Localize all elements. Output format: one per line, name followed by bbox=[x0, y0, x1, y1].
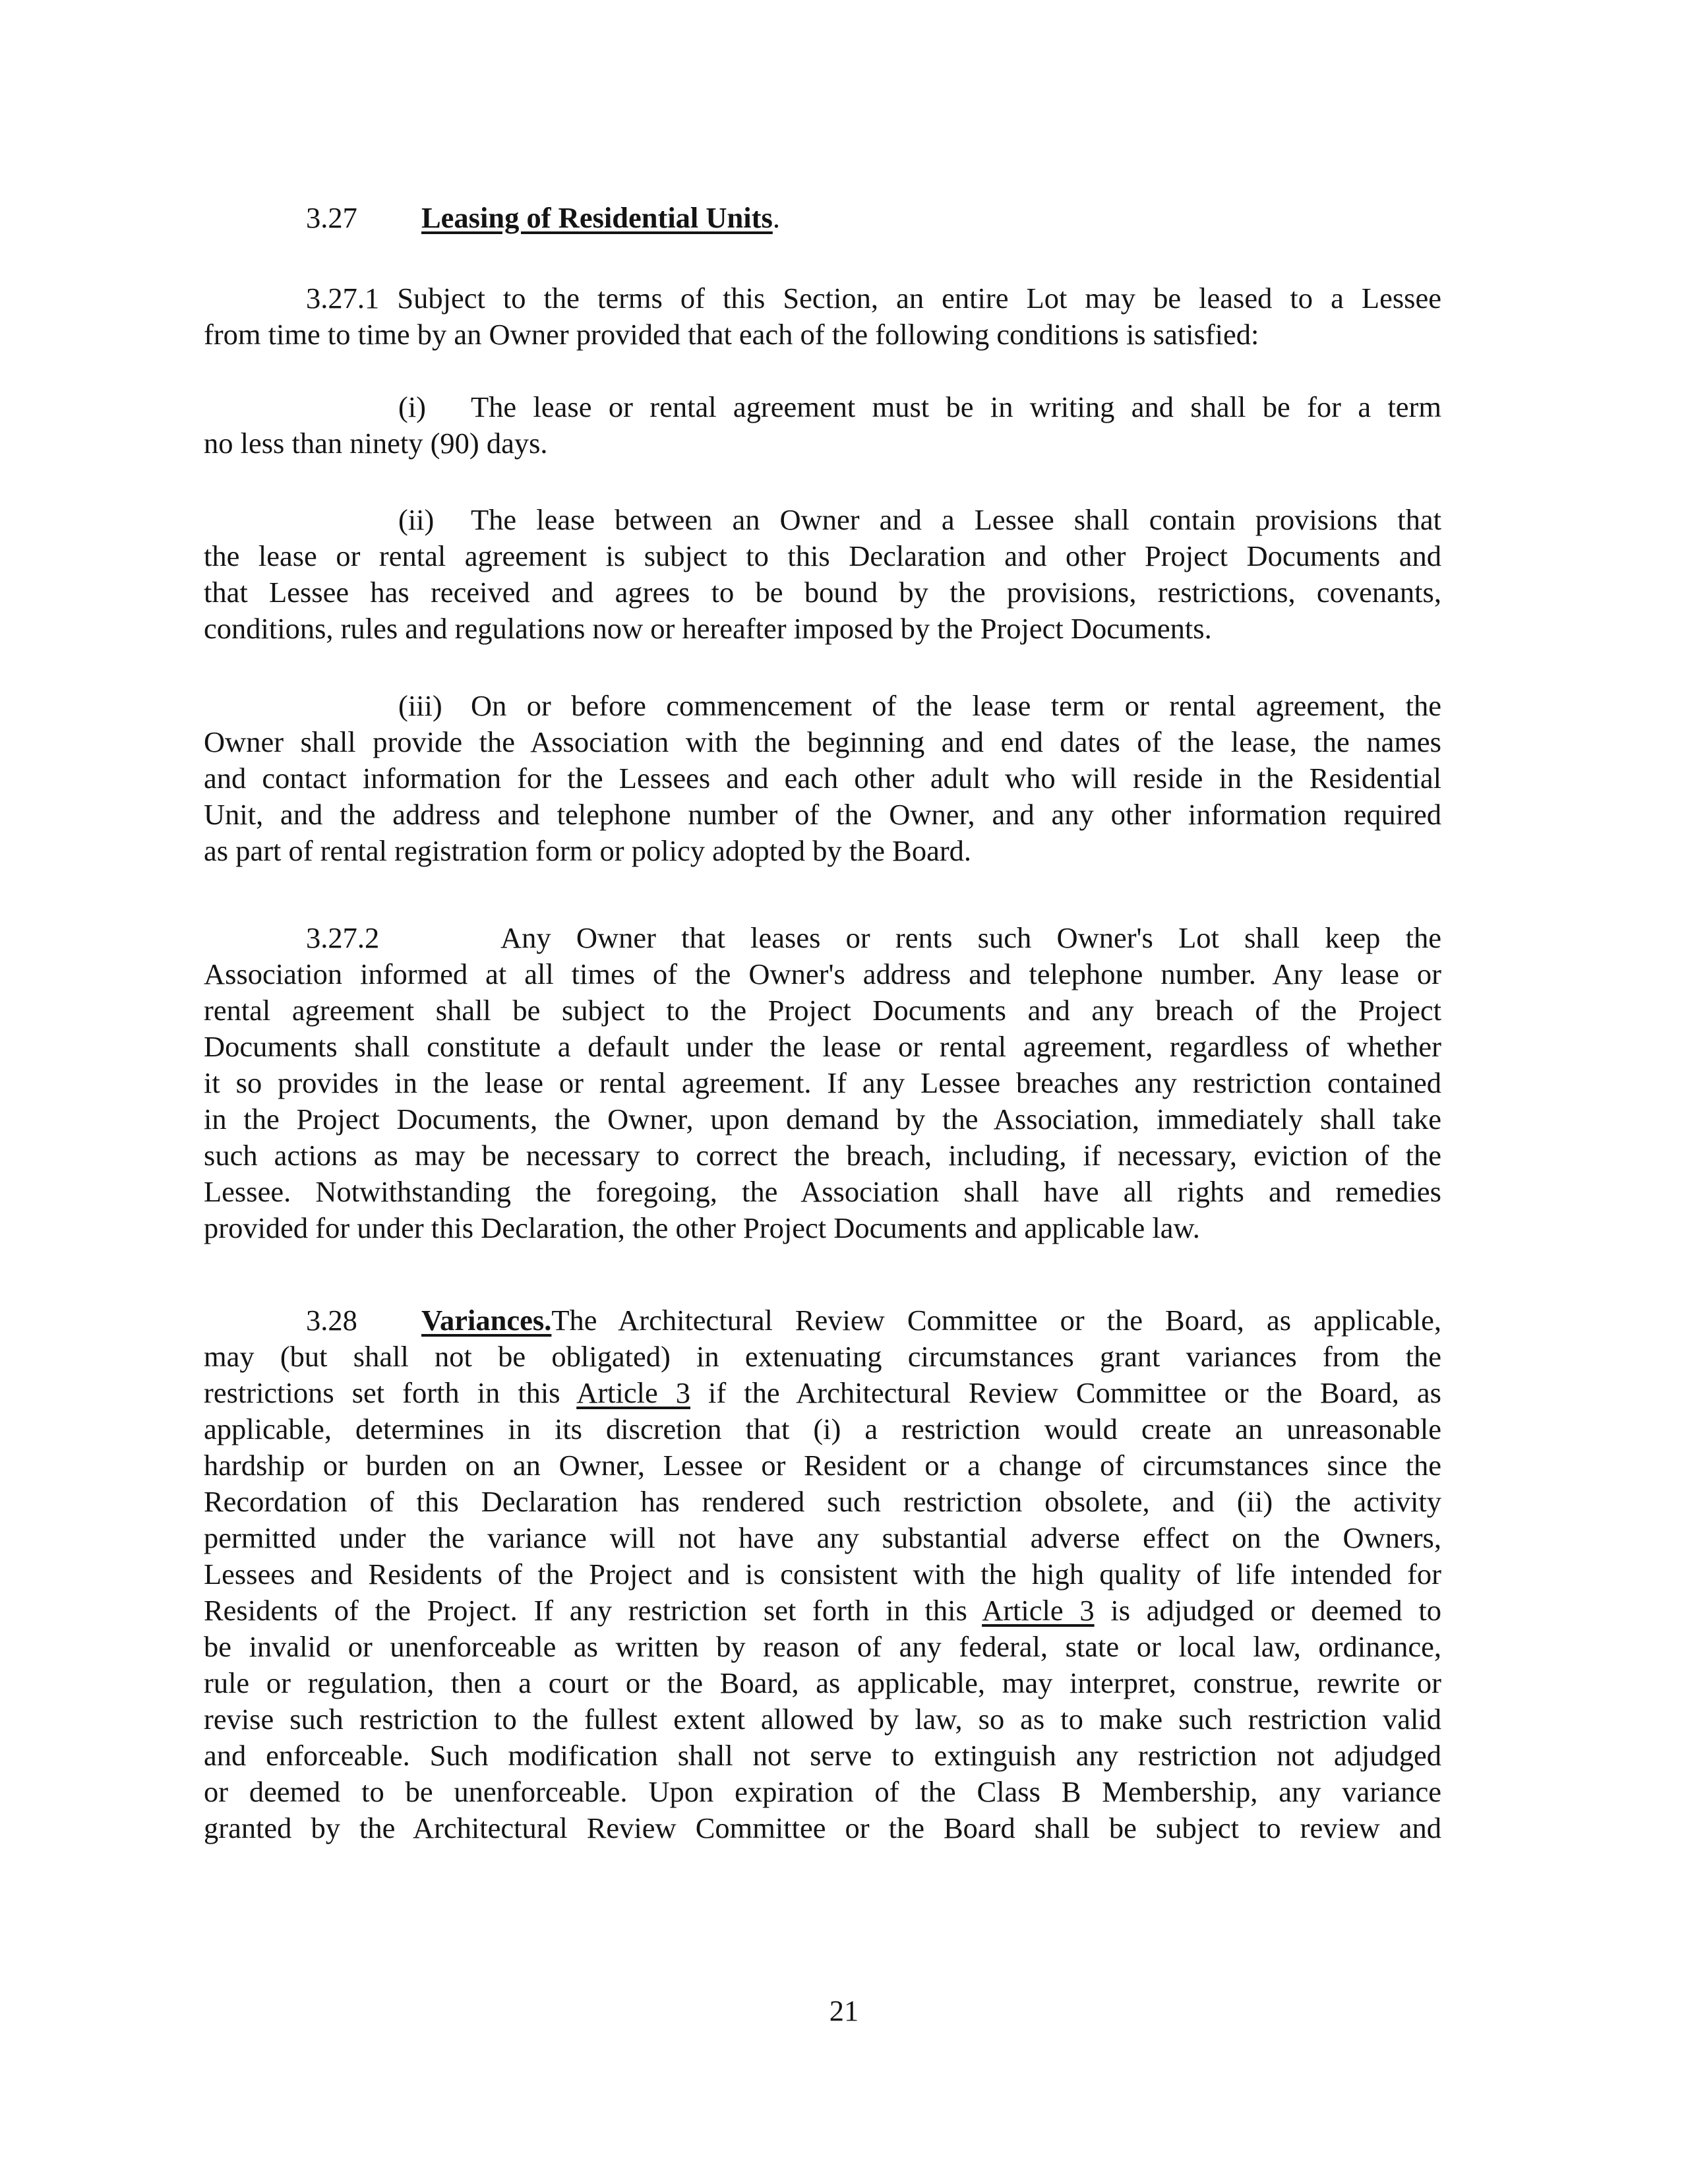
section-title-period: . bbox=[772, 201, 780, 234]
paragraph-text: Residents of the Project. If any restriction set forth in this bbox=[204, 1594, 967, 1627]
section-3-27-heading bbox=[306, 200, 780, 236]
paragraph-line: revise such restriction to the fullest extent allowed by law, so as to make such restriction valid bbox=[204, 1703, 1441, 1736]
paragraph-line: Documents shall constitute a default under the lease or rental agreement, regardless of whether bbox=[204, 1030, 1441, 1063]
section-number: 3.27 bbox=[306, 201, 357, 234]
paragraph-line: rental agreement shall be subject to the Project Documents and any breach of the Project bbox=[204, 994, 1441, 1027]
paragraph-line: or deemed to be unenforceable. Upon expiration of the Class B Membership, any variance bbox=[204, 1775, 1441, 1808]
paragraph-text: if the Architectural Review Committee or the Board, as bbox=[708, 1376, 1441, 1409]
paragraph-line: and enforceable. Such modification shall not serve to extinguish any restriction not adjudged bbox=[204, 1739, 1441, 1772]
paragraph-line: Recordation of this Declaration has rendered such restriction obsolete, and (ii) the activity bbox=[204, 1485, 1441, 1518]
article-reference: Article 3 bbox=[982, 1594, 1095, 1627]
paragraph-line: be invalid or unenforceable as written by reason of any federal, state or local law, ordinance, bbox=[204, 1630, 1441, 1663]
section-title: Variances. bbox=[421, 1304, 552, 1337]
paragraph-line: it so provides in the lease or rental agreement. If any Lessee breaches any restriction contained bbox=[204, 1066, 1441, 1099]
subsection-number: 3.27.2 bbox=[306, 921, 380, 954]
list-item-number: (i) bbox=[398, 390, 427, 423]
paragraph-line: such actions as may be necessary to correct the breach, including, if necessary, eviction of the bbox=[204, 1139, 1441, 1172]
article-reference: Article 3 bbox=[576, 1376, 690, 1409]
paragraph-line: the lease or rental agreement is subject to this Declaration and other Project Documents and bbox=[204, 539, 1441, 572]
list-item-number: (iii) bbox=[398, 689, 442, 722]
paragraph-3-27-1 bbox=[204, 280, 1441, 353]
list-item-ii bbox=[204, 502, 1441, 647]
paragraph-line: that Lessee has received and agrees to be bound by the provisions, restrictions, covenants, bbox=[204, 576, 1441, 609]
paragraph-line: rule or regulation, then a court or the Board, as applicable, may interpret, construe, rewrite or bbox=[204, 1666, 1441, 1699]
paragraph-line: from time to time by an Owner provided that each of the following conditions is satisfied: bbox=[204, 318, 1259, 351]
paragraph-line: no less than ninety (90) days. bbox=[204, 427, 548, 460]
paragraph-line: and contact information for the Lessees and each other adult who will reside in the Residential bbox=[204, 762, 1441, 795]
paragraph-line bbox=[204, 1302, 1441, 1339]
paragraph-line bbox=[204, 920, 1441, 956]
page-number: 21 bbox=[829, 1994, 859, 2027]
paragraph-line: provided for under this Declaration, the other Project Documents and applicable law. bbox=[204, 1211, 1200, 1244]
paragraph-line bbox=[204, 1592, 1441, 1629]
paragraph-line: hardship or burden on an Owner, Lessee or Resident or a change of circumstances since the bbox=[204, 1449, 1441, 1482]
section-3-28 bbox=[204, 1302, 1441, 1846]
list-item-iii bbox=[204, 688, 1441, 869]
paragraph-line: Unit, and the address and telephone number of the Owner, and any other information required bbox=[204, 798, 1441, 831]
paragraph-line: in the Project Documents, the Owner, upon demand by the Association, immediately shall take bbox=[204, 1103, 1441, 1136]
paragraph-text: On or before commencement of the lease term or rental agreement, the bbox=[471, 689, 1441, 722]
paragraph-text: The lease or rental agreement must be in writing and shall be for a term bbox=[471, 390, 1441, 423]
paragraph-line: conditions, rules and regulations now or hereafter imposed by the Project Documents. bbox=[204, 612, 1212, 645]
paragraph-text: is adjudged or deemed to bbox=[1110, 1594, 1441, 1627]
paragraph-line: may (but shall not be obligated) in extenuating circumstances grant variances from the bbox=[204, 1340, 1441, 1373]
paragraph-line bbox=[204, 280, 1441, 317]
paragraph-line: Association informed at all times of the Owner's address and telephone number. Any lease or bbox=[204, 957, 1441, 990]
list-item-number: (ii) bbox=[398, 503, 435, 536]
paragraph-text: The lease between an Owner and a Lessee shall contain provisions that bbox=[471, 503, 1441, 536]
paragraph-line: Lessee. Notwithstanding the foregoing, the Association shall have all rights and remedies bbox=[204, 1175, 1441, 1208]
paragraph-line bbox=[204, 502, 1441, 538]
paragraph-text: Any Owner that leases or rents such Owner's Lot shall keep the bbox=[500, 921, 1441, 954]
paragraph-line bbox=[204, 389, 1441, 425]
paragraph-text: Subject to the terms of this Section, an entire Lot may be leased to a Lessee bbox=[397, 282, 1442, 315]
subsection-number: 3.27.1 bbox=[306, 282, 380, 315]
paragraph-line: as part of rental registration form or policy adopted by the Board. bbox=[204, 834, 972, 867]
paragraph-line: applicable, determines in its discretion that (i) a restriction would create an unreasonable bbox=[204, 1412, 1441, 1445]
paragraph-text: The Architectural Review Committee or the Board, as applicable, bbox=[551, 1304, 1441, 1337]
paragraph-line: granted by the Architectural Review Committee or the Board shall be subject to review and bbox=[204, 1811, 1441, 1844]
paragraph-text: restrictions set forth in this bbox=[204, 1376, 560, 1409]
section-title: Leasing of Residential Units bbox=[421, 201, 773, 234]
paragraph-line bbox=[204, 1375, 1441, 1411]
list-item-i bbox=[204, 389, 1441, 462]
section-number: 3.28 bbox=[306, 1304, 357, 1337]
paragraph-line: Owner shall provide the Association with the beginning and end dates of the lease, the names bbox=[204, 725, 1441, 758]
paragraph-3-27-2 bbox=[204, 920, 1441, 1246]
paragraph-line: permitted under the variance will not have any substantial adverse effect on the Owners, bbox=[204, 1521, 1441, 1554]
paragraph-line: Lessees and Residents of the Project and is consistent with the high quality of life intended for bbox=[204, 1558, 1441, 1591]
paragraph-line bbox=[204, 688, 1441, 724]
